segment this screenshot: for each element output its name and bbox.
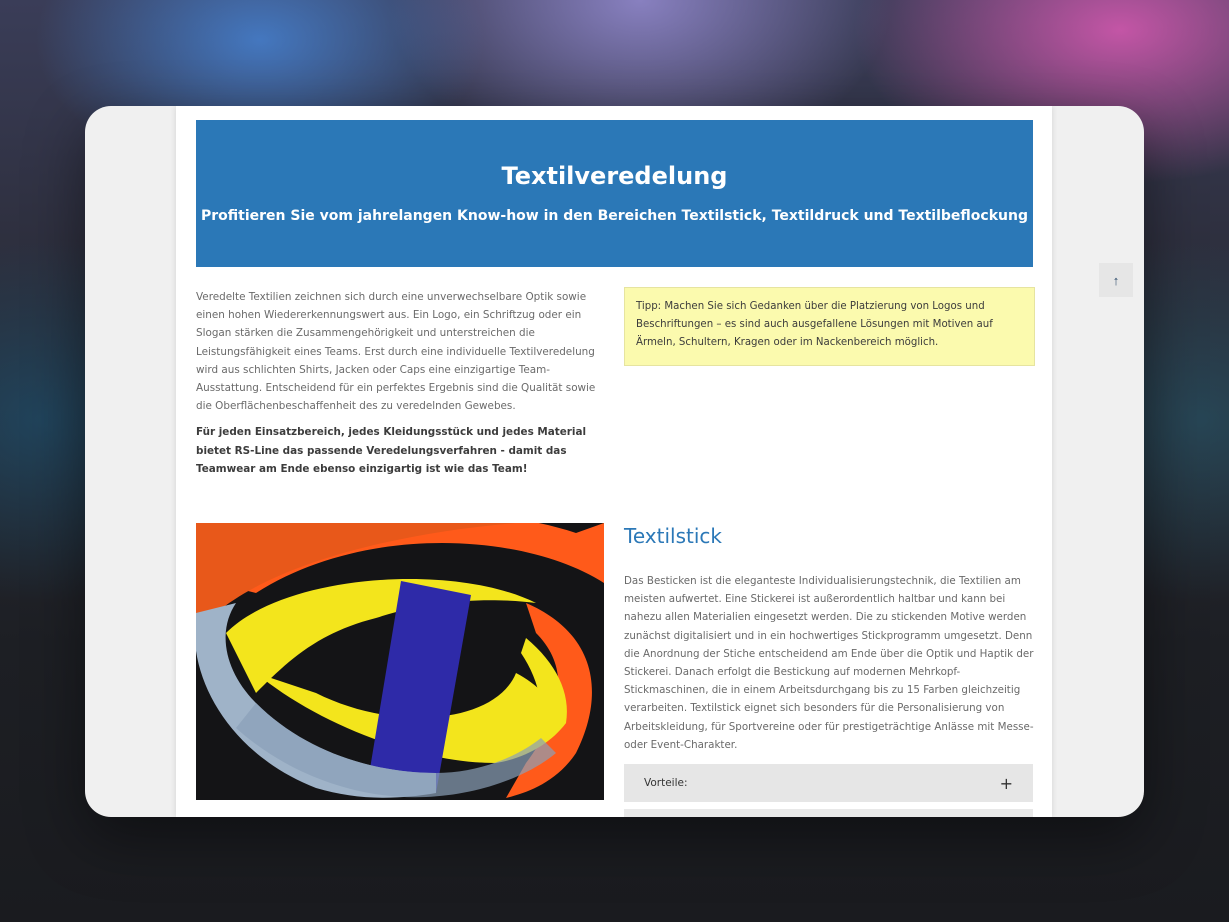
scroll-to-top-button[interactable] bbox=[1099, 263, 1133, 297]
tip-box: Tipp: Machen Sie sich Gedanken über die Platzierung von Logos und Beschriftungen – es sind auch ausgefallene Lösungen mit Motiven auf Ärmeln, Schultern, Kragen oder im Nackenbereich möglich. bbox=[624, 287, 1035, 366]
section-body: Das Besticken ist die eleganteste Individualisierungstechnik, die Textilien am meisten aufwertet. Eine Stickerei ist außerordentlich haltbar und kann bei nahezu allen Materialien eingesetzt werden. Die zu stickenden Motive werden zunächst digitalisiert und in ein hochwertiges Stickprogramm umgesetzt. Denn die Anordnung der Stiche entscheidend am Ende über die Optik und Haptik der Stickerei. Danach erfolgt die Bestickung auf modernen Mehrkopf-Stickmaschinen, die in einem Arbeitsdurchgang bis zu 15 Farben gleichzeitig verarbeiten. Textilstick eignet sich besonders für die Personalisierung von Arbeitskleidung, für Sportvereine oder für prestigeträchtige Anlässe mit Messe- oder Event-Charakter. bbox=[624, 575, 1034, 751]
plus-icon: + bbox=[999, 773, 1013, 793]
page-subtitle: Profitieren Sie vom jahrelangen Know-how in den Bereichen Textilstick, Textildruck und Textilbeflockung bbox=[201, 208, 1028, 224]
accordion-label: Vorteile: bbox=[644, 777, 688, 789]
arrow-up-icon: ↑ bbox=[1112, 272, 1120, 288]
intro-bold-paragraph: Für jeden Einsatzbereich, jedes Kleidungsstück und jedes Material bietet RS-Line das passende Veredelungsverfahren - damit das Teamwear am Ende ebenso einzigartig ist wie das Team! bbox=[196, 426, 587, 476]
accordion-vorteile[interactable] bbox=[624, 764, 1033, 802]
web-page bbox=[176, 106, 1052, 817]
hero-banner bbox=[196, 120, 1033, 267]
section-title-textilstick: Textilstick bbox=[624, 524, 722, 548]
intro-paragraph: Veredelte Textilien zeichnen sich durch eine unverwechselbare Optik sowie einen hohen Wiedererkennungswert aus. Ein Logo, ein Schriftzug oder ein Slogan stärken die Zusammengehörigkeit und unterstreichen die Leistungsfähigkeit eines Teams. Erst durch eine individuelle Textilveredelung wird aus schlichten Shirts, Jacken oder Caps eine einzigartige Team-Ausstattung. Entscheidend für ein perfektes Ergebnis sind die Qualität sowie die Oberflächenbeschaffenheit des zu veredelnden Gewebes. bbox=[196, 291, 596, 413]
embroidery-photo bbox=[196, 523, 604, 800]
page-title: Textilveredelung bbox=[501, 162, 728, 190]
tablet-frame bbox=[85, 106, 1144, 817]
accordion-next[interactable] bbox=[624, 809, 1033, 817]
intro-text bbox=[196, 288, 604, 487]
embroidery-image bbox=[196, 523, 604, 800]
